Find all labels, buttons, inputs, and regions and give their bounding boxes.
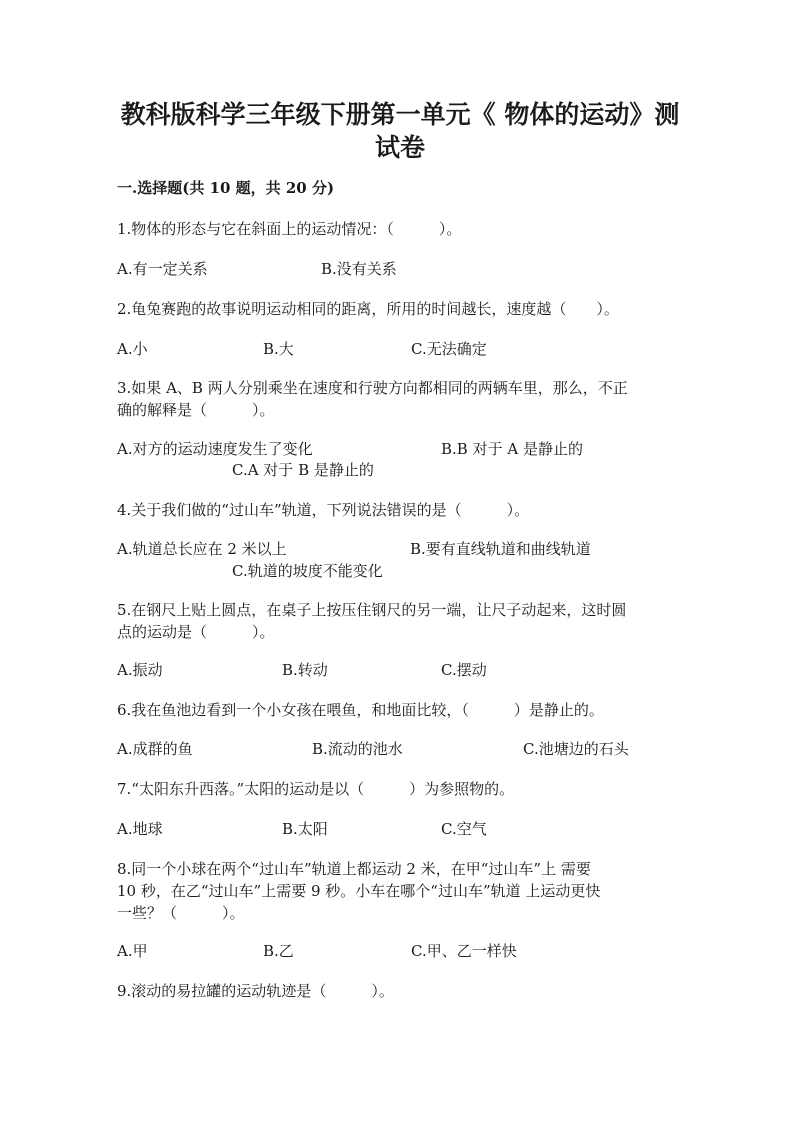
question-4-text: 4.关于我们做的“过山车”轨道，下列说法错误的是（ ）。 bbox=[117, 501, 530, 519]
question-8-text-line1: 8.同一个小球在两个“过山车”轨道上都运动 2 米，在甲“过山车”上 需要 bbox=[117, 860, 591, 878]
question-3-text-line2: 确的解释是（ ）。 bbox=[117, 401, 275, 419]
question-5-text-line1: 5.在钢尺上贴上圆点，在桌子上按压住钢尺的另一端，让尺子动起来，这时圆 bbox=[117, 601, 627, 619]
question-1-option-a: A.有一定关系 bbox=[117, 260, 208, 278]
question-7-option-b: B.太阳 bbox=[282, 820, 328, 838]
question-4-option-b: B.要有直线轨道和曲线轨道 bbox=[410, 540, 591, 558]
question-8-option-a: A.甲 bbox=[117, 942, 148, 960]
question-5-text-line2: 点的运动是（ ）。 bbox=[117, 623, 275, 641]
question-8-option-b: B.乙 bbox=[263, 942, 294, 960]
question-5-option-c: C.摆动 bbox=[441, 661, 487, 679]
question-6-option-c: C.池塘边的石头 bbox=[523, 740, 629, 758]
question-8-text-line3: 一些？（ ）。 bbox=[117, 904, 245, 922]
question-1-option-b: B.没有关系 bbox=[321, 260, 397, 278]
question-6-text: 6.我在鱼池边看到一个小女孩在喂鱼，和地面比较，（ ）是静止的。 bbox=[117, 701, 604, 719]
document-title-line2: 试卷 bbox=[374, 133, 425, 162]
question-5-option-b: B.转动 bbox=[282, 661, 328, 679]
question-3-option-b: B.B 对于 A 是静止的 bbox=[441, 440, 583, 458]
question-2-option-c: C.无法确定 bbox=[411, 340, 487, 358]
document-title-line1: 教科版科学三年级下册第一单元《 物体的运动》测 bbox=[120, 100, 680, 129]
question-6-option-a: A.成群的鱼 bbox=[117, 740, 193, 758]
question-7-text: 7.“太阳东升西落。”太阳的运动是以（ ）为参照物的。 bbox=[117, 780, 515, 798]
question-5-option-a: A.振动 bbox=[117, 661, 163, 679]
question-2-option-b: B.大 bbox=[263, 340, 294, 358]
question-8-text-line2: 10 秒，在乙“过山车”上需要 9 秒。小车在哪个“过山车”轨道 上运动更快 bbox=[117, 882, 601, 900]
question-8-option-c: C.甲、乙一样快 bbox=[411, 942, 517, 960]
question-4-option-a: A.轨道总长应在 2 米以上 bbox=[117, 540, 287, 558]
question-3-text-line1: 3.如果 A、B 两人分别乘坐在速度和行驶方向都相同的两辆车里，那么，不正 bbox=[117, 379, 628, 397]
question-9-text: 9.滚动的易拉罐的运动轨迹是（ ）。 bbox=[117, 982, 394, 1000]
question-3-option-c: C.A 对于 B 是静止的 bbox=[232, 461, 374, 479]
question-4-option-c: C.轨道的坡度不能变化 bbox=[232, 562, 383, 580]
question-1-text: 1.物体的形态与它在斜面上的运动情况：（ ）。 bbox=[117, 220, 462, 238]
question-6-option-b: B.流动的池水 bbox=[312, 740, 403, 758]
question-2-option-a: A.小 bbox=[117, 340, 148, 358]
question-3-option-a: A.对方的运动速度发生了变化 bbox=[117, 440, 313, 458]
question-7-option-c: C.空气 bbox=[441, 820, 487, 838]
question-7-option-a: A.地球 bbox=[117, 820, 163, 838]
section-heading: 一.选择题(共 10 题，共 20 分) bbox=[117, 179, 335, 197]
question-2-text: 2.龟兔赛跑的故事说明运动相同的距离，所用的时间越长，速度越（ ）。 bbox=[117, 300, 619, 318]
